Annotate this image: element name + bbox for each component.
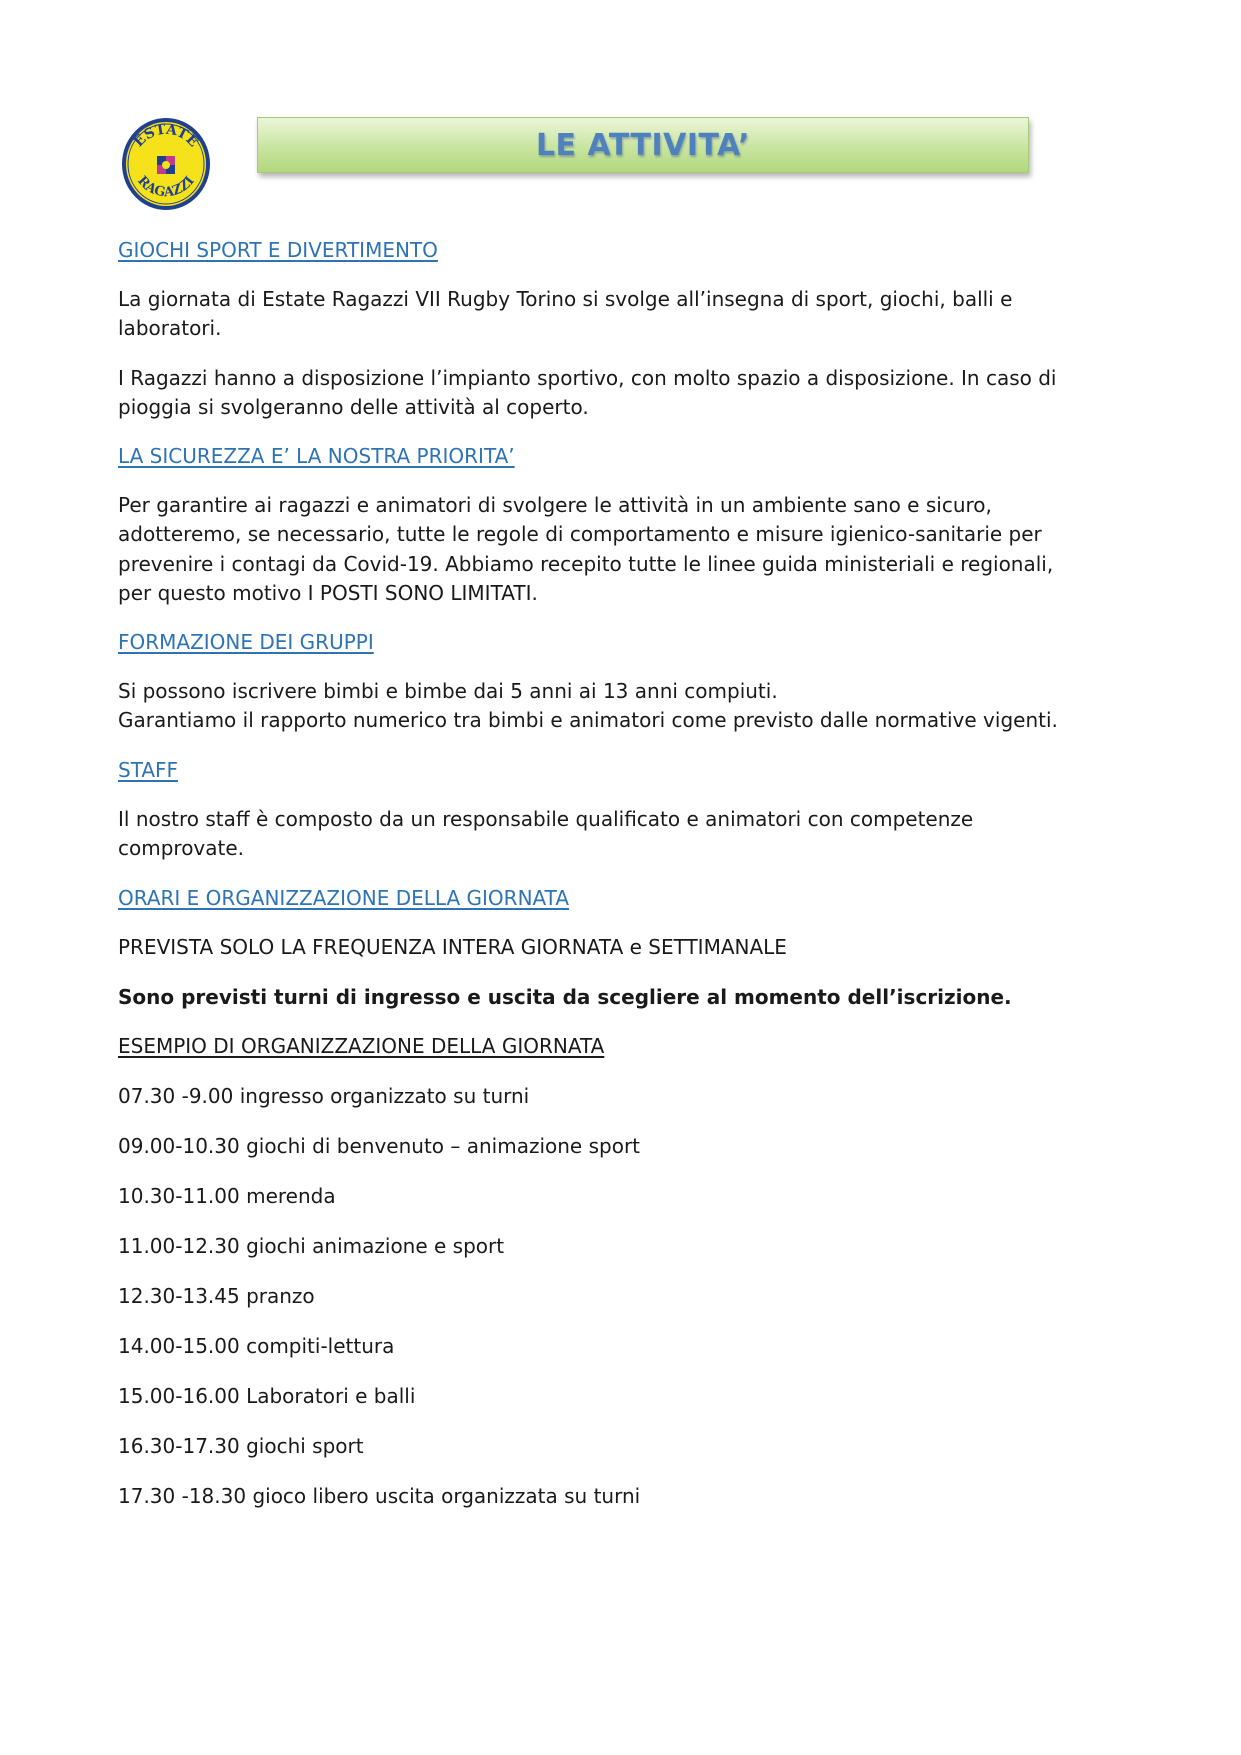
estate-ragazzi-logo [120,116,212,212]
schedule-item: 14.00-15.00 compiti-lettura [118,1334,395,1358]
section-heading-formazione[interactable]: FORMAZIONE DEI GRUPPI [118,630,374,654]
schedule-item: 10.30-11.00 merenda [118,1184,336,1208]
paragraph-line: laboratori. [118,316,222,340]
schedule-item: 09.00-10.30 giochi di benvenuto – animazione sport [118,1134,641,1158]
paragraph-line: Per garantire ai ragazzi e animatori di svolgere le attività in un ambiente sano e sicuro, [118,493,992,517]
paragraph-line: Garantiamo il rapporto numerico tra bimbi e animatori come previsto dalle normative vigenti. [118,708,1058,732]
paragraph-line: comprovate. [118,836,245,860]
schedule-item: 15.00-16.00 Laboratori e balli [118,1384,416,1408]
paragraph-line: prevenire i contagi da Covid-19. Abbiamo recepito tutte le linee guida ministeriali e regionali, [118,552,1054,576]
paragraph-line: per questo motivo I POSTI SONO LIMITATI. [118,581,538,605]
section-heading-sicurezza[interactable]: LA SICUREZZA E’ LA NOSTRA PRIORITA’ [118,444,515,468]
paragraph-line: I Ragazzi hanno a disposizione l’impianto sportivo, con molto spazio a disposizione. In caso di [118,366,1057,390]
example-schedule-heading: ESEMPIO DI ORGANIZZAZIONE DELLA GIORNATA [118,1034,605,1058]
schedule-item: 11.00-12.30 giochi animazione e sport [118,1234,505,1258]
section-heading-giochi[interactable]: GIOCHI SPORT E DIVERTIMENTO [118,238,438,262]
paragraph-line: pioggia si svolgeranno delle attività al coperto. [118,395,589,419]
paragraph-line: adotteremo, se necessario, tutte le regole di comportamento e misure igienico-sanitarie per [118,522,1042,546]
schedule-item: 07.30 -9.00 ingresso organizzato su turni [118,1084,530,1108]
frequency-note: PREVISTA SOLO LA FREQUENZA INTERA GIORNATA e SETTIMANALE [118,935,787,959]
title-banner [257,117,1029,173]
page-title: LE ATTIVITA’ [535,127,751,163]
svg-text:RAGAZZI: RAGAZZI [134,173,198,201]
paragraph-line: Si possono iscrivere bimbi e bimbe dai 5 anni ai 13 anni compiuti. [118,679,778,703]
schedule-item: 16.30-17.30 giochi sport [118,1434,364,1458]
section-heading-staff[interactable]: STAFF [118,758,179,782]
shift-note: Sono previsti turni di ingresso e uscita da scegliere al momento dell’iscrizione. [118,985,1012,1009]
paragraph-line: Il nostro staff è composto da un responsabile qualificato e animatori con competenze [118,807,974,831]
paragraph-line: La giornata di Estate Ragazzi VII Rugby Torino si svolge all’insegna di sport, giochi, balli e [118,287,1013,311]
schedule-item: 12.30-13.45 pranzo [118,1284,315,1308]
section-heading-orari[interactable]: ORARI E ORGANIZZAZIONE DELLA GIORNATA [118,886,570,910]
schedule-item: 17.30 -18.30 gioco libero uscita organizzata su turni [118,1484,641,1508]
svg-text:ESTATE: ESTATE [130,121,202,151]
